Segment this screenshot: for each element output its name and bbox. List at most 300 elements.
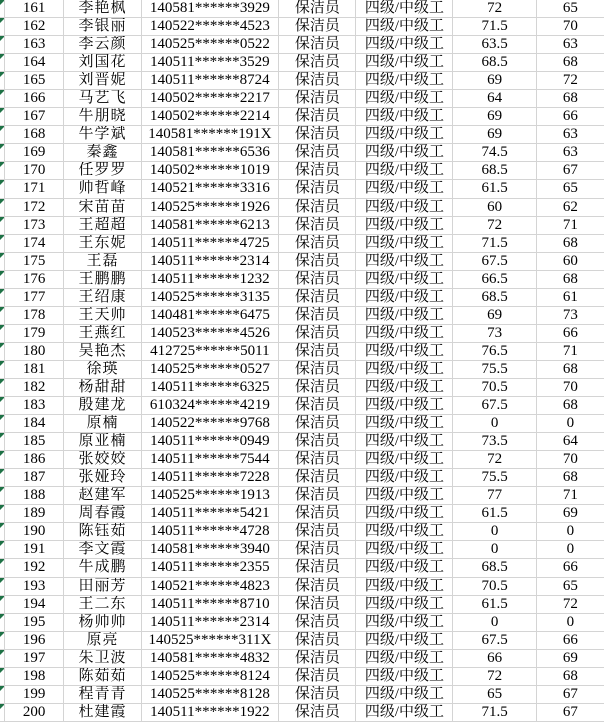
id-number-cell[interactable]: 140525******8128 — [142, 686, 280, 704]
id-number-cell[interactable]: 140502******1019 — [142, 162, 280, 180]
row-number-cell[interactable]: 183 — [5, 397, 64, 415]
score2-cell[interactable]: 69 — [537, 505, 604, 523]
score1-cell[interactable]: 61.5 — [453, 596, 536, 614]
error-indicator-cell — [0, 668, 5, 686]
row-number-cell[interactable]: 199 — [5, 686, 64, 704]
level-cell[interactable]: 四级/中级工 — [356, 253, 453, 271]
score2-cell[interactable]: 66 — [537, 108, 604, 126]
level-cell[interactable]: 四级/中级工 — [356, 614, 453, 632]
name-cell[interactable]: 刘晋妮 — [64, 72, 141, 90]
id-number-cell[interactable]: 140521******3316 — [142, 180, 280, 198]
name-cell[interactable]: 王燕红 — [64, 325, 141, 343]
score2-cell[interactable]: 67 — [537, 686, 604, 704]
level-cell[interactable]: 四级/中级工 — [356, 487, 453, 505]
score2-cell[interactable]: 68 — [537, 54, 604, 72]
level-cell[interactable]: 四级/中级工 — [356, 686, 453, 704]
job-cell[interactable]: 保洁员 — [279, 668, 356, 686]
score2-cell[interactable]: 67 — [537, 162, 604, 180]
row-number-cell[interactable]: 184 — [5, 415, 64, 433]
error-indicator-cell — [0, 704, 5, 722]
id-number-cell[interactable]: 140511******1232 — [142, 271, 280, 289]
level-cell[interactable]: 四级/中级工 — [356, 505, 453, 523]
job-cell[interactable]: 保洁员 — [279, 650, 356, 668]
table-row — [0, 487, 604, 505]
error-indicator-icon — [0, 596, 5, 601]
row-number-cell[interactable]: 196 — [5, 632, 64, 650]
score1-cell[interactable]: 72 — [453, 668, 536, 686]
level-cell[interactable]: 四级/中级工 — [356, 469, 453, 487]
score1-cell[interactable]: 73.5 — [453, 433, 536, 451]
score2-cell[interactable]: 70 — [537, 379, 604, 397]
level-cell[interactable]: 四级/中级工 — [356, 650, 453, 668]
job-cell[interactable]: 保洁员 — [279, 451, 356, 469]
id-number-cell[interactable]: 140481******6475 — [142, 307, 280, 325]
job-cell[interactable]: 保洁员 — [279, 18, 356, 36]
name-cell[interactable]: 张娅玲 — [64, 469, 141, 487]
id-number-cell[interactable]: 140511******1922 — [142, 704, 280, 722]
name-cell[interactable]: 原楠 — [64, 415, 141, 433]
score1-cell[interactable]: 67.5 — [453, 397, 536, 415]
job-cell[interactable]: 保洁员 — [279, 361, 356, 379]
score2-cell[interactable]: 70 — [537, 451, 604, 469]
id-number-cell[interactable]: 140511******6325 — [142, 379, 280, 397]
job-cell[interactable]: 保洁员 — [279, 632, 356, 650]
row-number-cell[interactable]: 186 — [5, 451, 64, 469]
score2-cell[interactable]: 72 — [537, 72, 604, 90]
score2-cell[interactable]: 67 — [537, 704, 604, 722]
score1-cell[interactable]: 71.5 — [453, 704, 536, 722]
level-cell[interactable]: 四级/中级工 — [356, 433, 453, 451]
score1-cell[interactable]: 68.5 — [453, 54, 536, 72]
job-cell[interactable]: 保洁员 — [279, 415, 356, 433]
row-number-cell[interactable]: 197 — [5, 650, 64, 668]
job-cell[interactable]: 保洁员 — [279, 505, 356, 523]
error-indicator-cell — [0, 614, 5, 632]
level-cell[interactable]: 四级/中级工 — [356, 596, 453, 614]
error-indicator-icon — [0, 199, 5, 204]
job-cell[interactable]: 保洁员 — [279, 199, 356, 217]
job-cell[interactable]: 保洁员 — [279, 541, 356, 559]
score2-cell[interactable]: 68 — [537, 235, 604, 253]
job-cell[interactable]: 保洁员 — [279, 523, 356, 541]
name-cell[interactable]: 李银丽 — [64, 18, 141, 36]
score1-cell[interactable]: 73 — [453, 325, 536, 343]
row-number-cell[interactable]: 164 — [5, 54, 64, 72]
job-cell[interactable]: 保洁员 — [279, 253, 356, 271]
name-cell[interactable]: 帅哲峰 — [64, 180, 141, 198]
name-cell[interactable]: 任罗罗 — [64, 162, 141, 180]
score2-cell[interactable]: 63 — [537, 144, 604, 162]
score2-cell[interactable]: 65 — [537, 0, 604, 18]
id-number-cell[interactable]: 140502******2214 — [142, 108, 280, 126]
job-cell[interactable]: 保洁员 — [279, 307, 356, 325]
error-indicator-icon — [0, 487, 5, 492]
level-cell[interactable]: 四级/中级工 — [356, 578, 453, 596]
score1-cell[interactable]: 72 — [453, 217, 536, 235]
job-cell[interactable]: 保洁员 — [279, 162, 356, 180]
id-number-cell[interactable]: 140511******2314 — [142, 253, 280, 271]
job-cell[interactable]: 保洁员 — [279, 325, 356, 343]
job-cell[interactable]: 保洁员 — [279, 217, 356, 235]
level-cell[interactable]: 四级/中级工 — [356, 415, 453, 433]
level-cell[interactable]: 四级/中级工 — [356, 289, 453, 307]
name-cell[interactable]: 陈茹茹 — [64, 668, 141, 686]
level-cell[interactable]: 四级/中级工 — [356, 180, 453, 198]
id-number-cell[interactable]: 140511******2314 — [142, 614, 280, 632]
name-cell[interactable]: 朱卫波 — [64, 650, 141, 668]
row-number-cell[interactable]: 176 — [5, 271, 64, 289]
id-number-cell[interactable]: 140511******8710 — [142, 596, 280, 614]
row-number-cell[interactable]: 198 — [5, 668, 64, 686]
row-number-cell[interactable]: 170 — [5, 162, 64, 180]
name-cell[interactable]: 李云颜 — [64, 36, 141, 54]
score2-cell[interactable]: 69 — [537, 650, 604, 668]
job-cell[interactable]: 保洁员 — [279, 686, 356, 704]
score2-cell[interactable]: 68 — [537, 668, 604, 686]
name-cell[interactable]: 王磊 — [64, 253, 141, 271]
level-cell[interactable]: 四级/中级工 — [356, 18, 453, 36]
job-cell[interactable]: 保洁员 — [279, 578, 356, 596]
level-cell[interactable]: 四级/中级工 — [356, 632, 453, 650]
score2-cell[interactable]: 63 — [537, 126, 604, 144]
job-cell[interactable]: 保洁员 — [279, 72, 356, 90]
level-cell[interactable]: 四级/中级工 — [356, 90, 453, 108]
error-indicator-icon — [0, 559, 5, 564]
name-cell[interactable]: 王绍康 — [64, 289, 141, 307]
id-number-cell[interactable]: 140581******4832 — [142, 650, 280, 668]
level-cell[interactable]: 四级/中级工 — [356, 541, 453, 559]
id-number-cell[interactable]: 140511******7544 — [142, 451, 280, 469]
id-number-cell[interactable]: 140511******8724 — [142, 72, 280, 90]
score1-cell[interactable]: 75.5 — [453, 361, 536, 379]
id-number-cell[interactable]: 140525******311X — [142, 632, 280, 650]
name-cell[interactable]: 王超超 — [64, 217, 141, 235]
name-cell[interactable]: 刘国花 — [64, 54, 141, 72]
score2-cell[interactable]: 63 — [537, 36, 604, 54]
name-cell[interactable]: 李艳枫 — [64, 0, 141, 18]
job-cell[interactable]: 保洁员 — [279, 343, 356, 361]
row-number-cell[interactable]: 178 — [5, 307, 64, 325]
row-number-cell[interactable]: 187 — [5, 469, 64, 487]
job-cell[interactable]: 保洁员 — [279, 433, 356, 451]
row-number-cell[interactable]: 200 — [5, 704, 64, 722]
job-cell[interactable]: 保洁员 — [279, 36, 356, 54]
name-cell[interactable]: 秦鑫 — [64, 144, 141, 162]
row-number-cell[interactable]: 189 — [5, 505, 64, 523]
id-number-cell[interactable]: 140525******1913 — [142, 487, 280, 505]
score1-cell[interactable]: 68.5 — [453, 289, 536, 307]
score2-cell[interactable]: 72 — [537, 596, 604, 614]
row-number-cell[interactable]: 167 — [5, 108, 64, 126]
score2-cell[interactable]: 65 — [537, 578, 604, 596]
id-number-cell[interactable]: 140581******3929 — [142, 0, 280, 18]
score1-cell[interactable]: 67.5 — [453, 253, 536, 271]
error-indicator-cell — [0, 271, 5, 289]
job-cell[interactable]: 保洁员 — [279, 180, 356, 198]
level-cell[interactable]: 四级/中级工 — [356, 36, 453, 54]
id-number-cell[interactable]: 140511******7228 — [142, 469, 280, 487]
job-cell[interactable]: 保洁员 — [279, 271, 356, 289]
score1-cell[interactable]: 71.5 — [453, 18, 536, 36]
row-number-cell[interactable]: 161 — [5, 0, 64, 18]
name-cell[interactable]: 李文霞 — [64, 541, 141, 559]
row-number-cell[interactable]: 193 — [5, 578, 64, 596]
score2-cell[interactable]: 70 — [537, 18, 604, 36]
score2-cell[interactable]: 68 — [537, 469, 604, 487]
score2-cell[interactable]: 0 — [537, 523, 604, 541]
score2-cell[interactable]: 66 — [537, 632, 604, 650]
score1-cell[interactable]: 76.5 — [453, 343, 536, 361]
table-row — [0, 199, 604, 217]
id-number-cell[interactable]: 140523******4526 — [142, 325, 280, 343]
job-cell[interactable]: 保洁员 — [279, 379, 356, 397]
row-number-cell[interactable]: 191 — [5, 541, 64, 559]
name-cell[interactable]: 陈钰茹 — [64, 523, 141, 541]
table-row — [0, 541, 604, 559]
score2-cell[interactable]: 61 — [537, 289, 604, 307]
job-cell[interactable]: 保洁员 — [279, 487, 356, 505]
level-cell[interactable]: 四级/中级工 — [356, 523, 453, 541]
level-cell[interactable]: 四级/中级工 — [356, 108, 453, 126]
score2-cell[interactable]: 68 — [537, 397, 604, 415]
id-number-cell[interactable]: 140511******0949 — [142, 433, 280, 451]
score1-cell[interactable]: 64 — [453, 90, 536, 108]
level-cell[interactable]: 四级/中级工 — [356, 379, 453, 397]
id-number-cell[interactable]: 140522******9768 — [142, 415, 280, 433]
id-number-cell[interactable]: 140511******4725 — [142, 235, 280, 253]
name-cell[interactable]: 牛成鹏 — [64, 559, 141, 577]
level-cell[interactable]: 四级/中级工 — [356, 217, 453, 235]
error-indicator-cell — [0, 469, 5, 487]
score1-cell[interactable]: 66 — [453, 650, 536, 668]
row-number-cell[interactable]: 162 — [5, 18, 64, 36]
score2-cell[interactable]: 68 — [537, 90, 604, 108]
score1-cell[interactable]: 65 — [453, 686, 536, 704]
job-cell[interactable]: 保洁员 — [279, 126, 356, 144]
id-number-cell[interactable]: 140525******0522 — [142, 36, 280, 54]
score1-cell[interactable]: 69 — [453, 126, 536, 144]
level-cell[interactable]: 四级/中级工 — [356, 54, 453, 72]
row-number-cell[interactable]: 175 — [5, 253, 64, 271]
level-cell[interactable]: 四级/中级工 — [356, 307, 453, 325]
name-cell[interactable]: 原亮 — [64, 632, 141, 650]
job-cell[interactable]: 保洁员 — [279, 54, 356, 72]
name-cell[interactable]: 原亚楠 — [64, 433, 141, 451]
job-cell[interactable]: 保洁员 — [279, 144, 356, 162]
score1-cell[interactable]: 70.5 — [453, 578, 536, 596]
row-number-cell[interactable]: 179 — [5, 325, 64, 343]
score2-cell[interactable]: 64 — [537, 433, 604, 451]
score1-cell[interactable]: 69 — [453, 307, 536, 325]
row-number-cell[interactable]: 172 — [5, 199, 64, 217]
id-number-cell[interactable]: 140521******4823 — [142, 578, 280, 596]
table-row — [0, 217, 604, 235]
score1-cell[interactable]: 67.5 — [453, 632, 536, 650]
id-number-cell[interactable]: 140581******6213 — [142, 217, 280, 235]
name-cell[interactable]: 赵建军 — [64, 487, 141, 505]
job-cell[interactable]: 保洁员 — [279, 559, 356, 577]
error-indicator-cell — [0, 397, 5, 415]
level-cell[interactable]: 四级/中级工 — [356, 126, 453, 144]
score2-cell[interactable]: 65 — [537, 180, 604, 198]
id-number-cell[interactable]: 140511******4728 — [142, 523, 280, 541]
name-cell[interactable]: 殷建龙 — [64, 397, 141, 415]
score2-cell[interactable]: 60 — [537, 253, 604, 271]
id-number-cell[interactable]: 140581******6536 — [142, 144, 280, 162]
name-cell[interactable]: 王二东 — [64, 596, 141, 614]
id-number-cell[interactable]: 140522******4523 — [142, 18, 280, 36]
id-number-cell[interactable]: 140581******191X — [142, 126, 280, 144]
job-cell[interactable]: 保洁员 — [279, 108, 356, 126]
level-cell[interactable]: 四级/中级工 — [356, 199, 453, 217]
name-cell[interactable]: 王天帅 — [64, 307, 141, 325]
row-number-cell[interactable]: 169 — [5, 144, 64, 162]
table-row — [0, 289, 604, 307]
score1-cell[interactable]: 0 — [453, 523, 536, 541]
level-cell[interactable]: 四级/中级工 — [356, 397, 453, 415]
job-cell[interactable]: 保洁员 — [279, 596, 356, 614]
job-cell[interactable]: 保洁员 — [279, 397, 356, 415]
job-cell[interactable]: 保洁员 — [279, 289, 356, 307]
name-cell[interactable]: 王东妮 — [64, 235, 141, 253]
job-cell[interactable]: 保洁员 — [279, 469, 356, 487]
name-cell[interactable]: 王鹏鹏 — [64, 271, 141, 289]
score2-cell[interactable]: 0 — [537, 614, 604, 632]
name-cell[interactable]: 杜建霞 — [64, 704, 141, 722]
name-cell[interactable]: 田丽芳 — [64, 578, 141, 596]
row-number-cell[interactable]: 188 — [5, 487, 64, 505]
score1-cell[interactable]: 75.5 — [453, 469, 536, 487]
id-number-cell[interactable]: 140511******2355 — [142, 559, 280, 577]
name-cell[interactable]: 牛学斌 — [64, 126, 141, 144]
id-number-cell[interactable]: 140525******8124 — [142, 668, 280, 686]
score1-cell[interactable]: 70.5 — [453, 379, 536, 397]
score1-cell[interactable]: 71.5 — [453, 235, 536, 253]
score1-cell[interactable]: 74.5 — [453, 144, 536, 162]
error-indicator-cell — [0, 361, 5, 379]
score2-cell[interactable]: 62 — [537, 199, 604, 217]
name-cell[interactable]: 牛朋晓 — [64, 108, 141, 126]
row-number-cell[interactable]: 163 — [5, 36, 64, 54]
row-number-cell[interactable]: 194 — [5, 596, 64, 614]
score1-cell[interactable]: 68.5 — [453, 559, 536, 577]
row-number-cell[interactable]: 181 — [5, 361, 64, 379]
level-cell[interactable]: 四级/中级工 — [356, 271, 453, 289]
job-cell[interactable]: 保洁员 — [279, 0, 356, 18]
score2-cell[interactable]: 0 — [537, 541, 604, 559]
level-cell[interactable]: 四级/中级工 — [356, 704, 453, 722]
row-number-cell[interactable]: 190 — [5, 523, 64, 541]
id-number-cell[interactable]: 412725******5011 — [142, 343, 280, 361]
row-number-cell[interactable]: 180 — [5, 343, 64, 361]
id-number-cell[interactable]: 140525******1926 — [142, 199, 280, 217]
name-cell[interactable]: 杨帅帅 — [64, 614, 141, 632]
id-number-cell[interactable]: 140525******0527 — [142, 361, 280, 379]
name-cell[interactable]: 马艺飞 — [64, 90, 141, 108]
row-number-cell[interactable]: 165 — [5, 72, 64, 90]
level-cell[interactable]: 四级/中级工 — [356, 451, 453, 469]
score1-cell[interactable]: 69 — [453, 72, 536, 90]
score1-cell[interactable]: 0 — [453, 614, 536, 632]
score2-cell[interactable]: 71 — [537, 487, 604, 505]
name-cell[interactable]: 杨甜甜 — [64, 379, 141, 397]
score1-cell[interactable]: 72 — [453, 0, 536, 18]
score2-cell[interactable]: 68 — [537, 271, 604, 289]
score2-cell[interactable]: 66 — [537, 325, 604, 343]
level-cell[interactable]: 四级/中级工 — [356, 343, 453, 361]
name-cell[interactable]: 周春霞 — [64, 505, 141, 523]
row-number-cell[interactable]: 171 — [5, 180, 64, 198]
score1-cell[interactable]: 60 — [453, 199, 536, 217]
row-number-cell[interactable]: 174 — [5, 235, 64, 253]
id-number-cell[interactable]: 140502******2217 — [142, 90, 280, 108]
level-cell[interactable]: 四级/中级工 — [356, 361, 453, 379]
row-number-cell[interactable]: 168 — [5, 126, 64, 144]
score1-cell[interactable]: 61.5 — [453, 505, 536, 523]
score1-cell[interactable]: 61.5 — [453, 180, 536, 198]
level-cell[interactable]: 四级/中级工 — [356, 72, 453, 90]
score1-cell[interactable]: 68.5 — [453, 162, 536, 180]
level-cell[interactable]: 四级/中级工 — [356, 325, 453, 343]
row-number-cell[interactable]: 195 — [5, 614, 64, 632]
row-number-cell[interactable]: 182 — [5, 379, 64, 397]
score1-cell[interactable]: 77 — [453, 487, 536, 505]
score2-cell[interactable]: 0 — [537, 415, 604, 433]
score1-cell[interactable]: 69 — [453, 108, 536, 126]
row-number-cell[interactable]: 192 — [5, 559, 64, 577]
id-number-cell[interactable]: 140581******3940 — [142, 541, 280, 559]
level-cell[interactable]: 四级/中级工 — [356, 0, 453, 18]
level-cell[interactable]: 四级/中级工 — [356, 559, 453, 577]
id-number-cell[interactable]: 140511******5421 — [142, 505, 280, 523]
score1-cell[interactable]: 72 — [453, 451, 536, 469]
name-cell[interactable]: 徐瑛 — [64, 361, 141, 379]
id-number-cell[interactable]: 140511******3529 — [142, 54, 280, 72]
job-cell[interactable]: 保洁员 — [279, 614, 356, 632]
job-cell[interactable]: 保洁员 — [279, 235, 356, 253]
name-cell[interactable]: 张姣姣 — [64, 451, 141, 469]
job-cell[interactable]: 保洁员 — [279, 90, 356, 108]
id-number-cell[interactable]: 610324******4219 — [142, 397, 280, 415]
row-number-cell[interactable]: 177 — [5, 289, 64, 307]
level-cell[interactable]: 四级/中级工 — [356, 235, 453, 253]
error-indicator-cell — [0, 144, 5, 162]
row-number-cell[interactable]: 173 — [5, 217, 64, 235]
error-indicator-icon — [0, 180, 5, 185]
level-cell[interactable]: 四级/中级工 — [356, 144, 453, 162]
name-cell[interactable]: 程青青 — [64, 686, 141, 704]
name-cell[interactable]: 吴艳杰 — [64, 343, 141, 361]
score1-cell[interactable]: 66.5 — [453, 271, 536, 289]
name-cell[interactable]: 宋苗苗 — [64, 199, 141, 217]
id-number-cell[interactable]: 140525******3135 — [142, 289, 280, 307]
level-cell[interactable]: 四级/中级工 — [356, 668, 453, 686]
score2-cell[interactable]: 71 — [537, 343, 604, 361]
row-number-cell[interactable]: 166 — [5, 90, 64, 108]
score2-cell[interactable]: 66 — [537, 559, 604, 577]
score1-cell[interactable]: 0 — [453, 541, 536, 559]
score2-cell[interactable]: 68 — [537, 361, 604, 379]
job-cell[interactable]: 保洁员 — [279, 704, 356, 722]
table-row — [0, 72, 604, 90]
score1-cell[interactable]: 63.5 — [453, 36, 536, 54]
score1-cell[interactable]: 0 — [453, 415, 536, 433]
score2-cell[interactable]: 73 — [537, 307, 604, 325]
error-indicator-icon — [0, 361, 5, 366]
row-number-cell[interactable]: 185 — [5, 433, 64, 451]
level-cell[interactable]: 四级/中级工 — [356, 162, 453, 180]
score2-cell[interactable]: 71 — [537, 217, 604, 235]
